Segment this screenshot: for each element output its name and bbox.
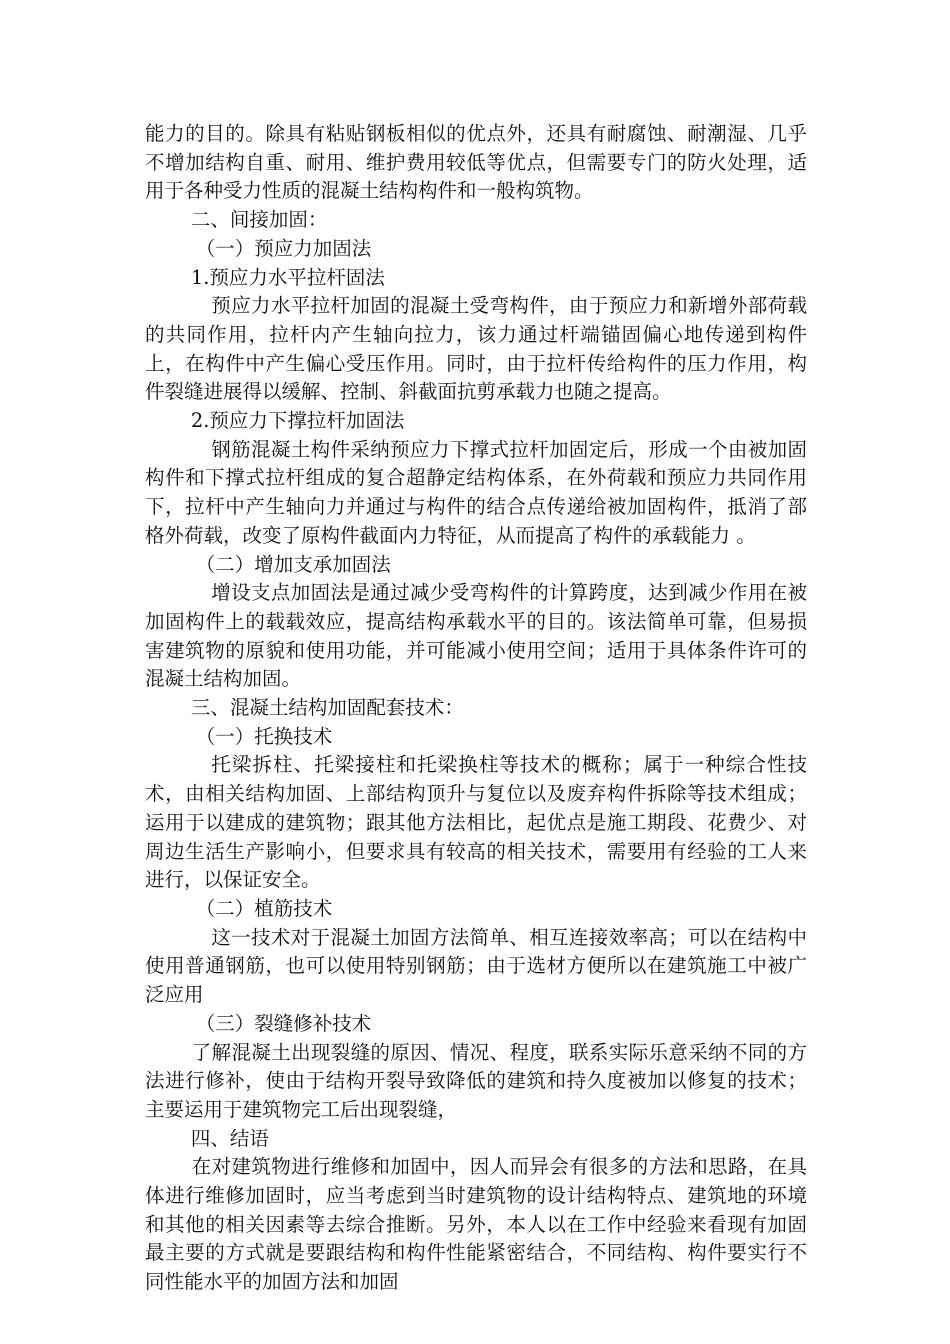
subsection-heading-underpinning: （一）托换技术 bbox=[195, 724, 333, 748]
document-page bbox=[145, 120, 807, 1297]
section-heading-supporting-techniques: 三、混凝土结构加固配套技术： bbox=[190, 696, 464, 720]
subsection-heading-prestress: （一）预应力加固法 bbox=[195, 236, 372, 260]
subsection-heading-added-support: （二）增加支承加固法 bbox=[195, 552, 391, 576]
paragraph-continuation: 能力的目的。除具有粘贴钢板相似的优点外，还具有耐腐蚀、耐潮湿、几乎不增加结构自重、耐用、维护费用较低等优点，但需要专门的防火处理，适用于各种受力性质的混凝土结构构件和一般构筑物。 bbox=[145, 122, 807, 203]
paragraph-conclusion: 在对建筑物进行维修和加固中，因人而异会有很多的方法和思路，在具体进行维修加固时，应当考虑到当时建筑物的设计结构特点、建筑地的环境和其他的相关因素等去综合推断。另外，本人以在工作中经验来看现有加固最主要的方式就是要跟结构和构件性能紧密结合，不同结构、构件要实行不同性能水平的加固方法和加固 bbox=[145, 1155, 807, 1294]
paragraph-added-support: 增设支点加固法是通过减少受弯构件的计算跨度，达到减少作用在被加固构件上的载载效应，提高结构承载水平的目的。该法简单可靠，但易损害建筑物的原貌和使用功能，并可能减小使用空间；适用于具体条件许可的混凝土结构加固。 bbox=[145, 581, 807, 691]
subsection-heading-crack-repair: （三）裂缝修补技术 bbox=[195, 1011, 372, 1035]
paragraph-lower-brace-tie-rod: 钢筋混凝土构件采纳预应力下撑式拉杆加固定后，形成一个由被加固构件和下撑式拉杆组成的复合超静定结构体系，在外荷载和预应力共同作用下，拉杆中产生轴向力并通过与构件的结合点传递给被加固构件，抵消了部格外荷载，改变了原构件截面内力特征，从而提高了构件的承载能力 。 bbox=[145, 437, 807, 547]
item-heading-horizontal-tie-rod: 1.预应力水平拉杆固法 bbox=[190, 265, 385, 289]
item-heading-lower-brace-tie-rod: 2.预应力下撑拉杆加固法 bbox=[190, 409, 405, 433]
section-heading-indirect-reinforcement: 二、间接加固： bbox=[190, 208, 328, 232]
paragraph-underpinning: 托梁拆柱、托梁接柱和托梁换柱等技术的概称；属于一种综合性技术，由相关结构加固、上部结构顶升与复位以及废弃构件拆除等技术组成；运用于以建成的建筑物；跟其他方法相比，起优点是施工期段、花费少、对周边生活生产影响小，但要求具有较高的相关技术，需要用有经验的工人来进行，以保证安全。 bbox=[145, 753, 807, 892]
paragraph-crack-repair: 了解混凝土出现裂缝的原因、情况、程度，联系实际乐意采纳不同的方法进行修补，使由于结构开裂导致降低的建筑和持久度被加以修复的技术；主要运用于建筑物完工后出现裂缝， bbox=[145, 1040, 807, 1121]
paragraph-horizontal-tie-rod: 预应力水平拉杆加固的混凝土受弯构件，由于预应力和新增外部荷载的共同作用，拉杆内产生轴向拉力，该力通过杆端锚固偏心地传递到构件上，在构件中产生偏心受压作用。同时，由于拉杆传给构件的压力作用，构件裂缝进展得以缓解、控制、斜截面抗剪承载力也随之提高。 bbox=[145, 294, 807, 404]
subsection-heading-rebar-planting: （二）植筋技术 bbox=[195, 896, 333, 920]
paragraph-rebar-planting: 这一技术对于混凝土加固方法简单、相互连接效率高；可以在结构中使用普通钢筋，也可以使用特别钢筋；由于选材方便所以在建筑施工中被广泛应用 bbox=[145, 925, 807, 1007]
section-heading-conclusion: 四、结语 bbox=[190, 1126, 269, 1150]
